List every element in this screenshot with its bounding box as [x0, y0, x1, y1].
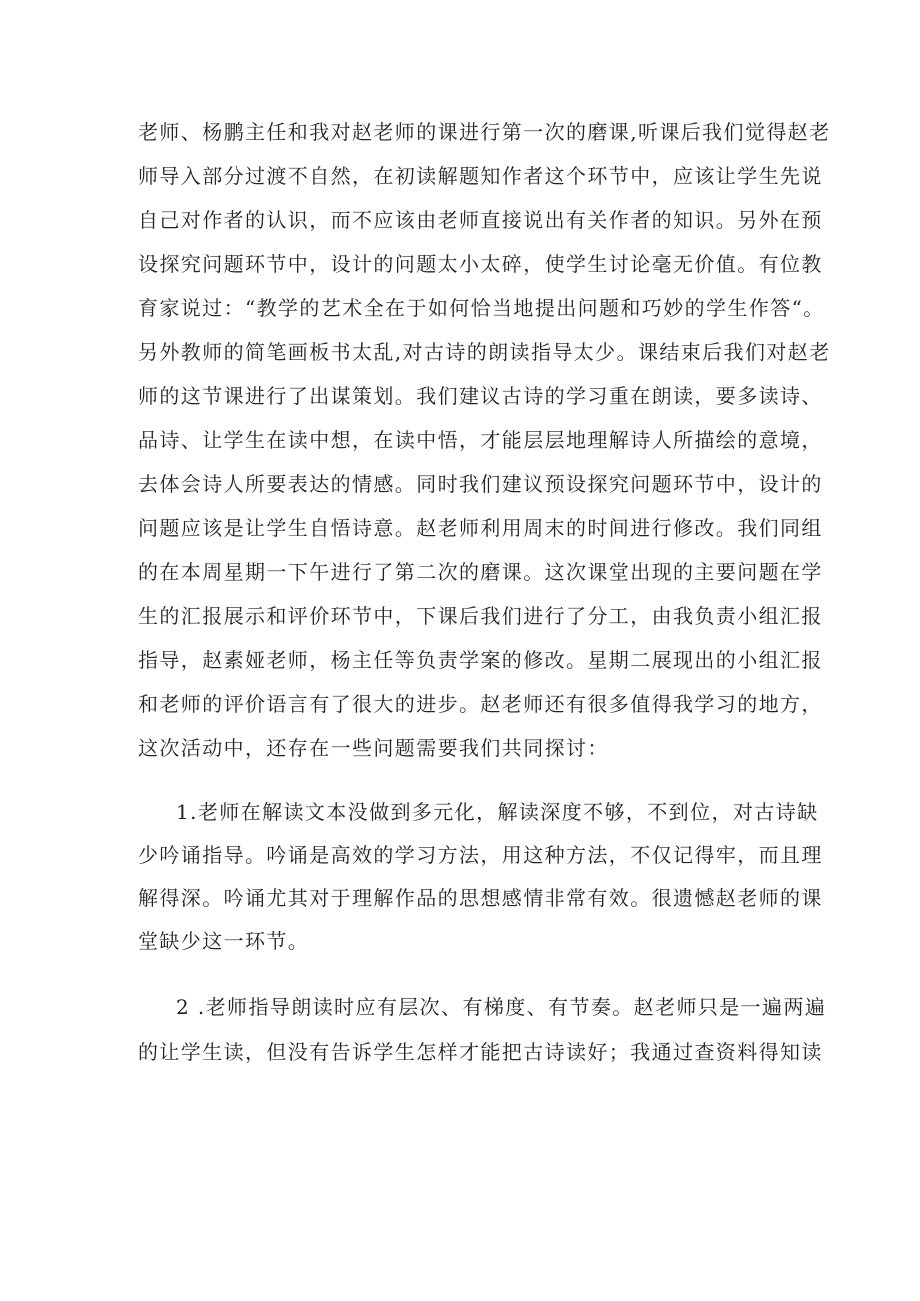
text-line: 去体会诗人所要表达的情感。同时我们建议预设探究问题环节中，设计的 [138, 472, 823, 496]
text-line: 问题应该是让学生自悟诗意。赵老师利用周末的时间进行修改。我们同组 [138, 516, 823, 540]
text-line: 另外教师的简笔画板书太乱,对古诗的朗读指导太少。课结束后我们对赵老 [138, 340, 831, 364]
text-line: 生的汇报展示和评价环节中，下课后我们进行了分工，由我负责小组汇报 [138, 604, 823, 628]
text-line: 指导，赵素娅老师，杨主任等负责学案的修改。星期二展现出的小组汇报 [138, 648, 823, 672]
text-line: 堂缺少这一环节。 [138, 929, 310, 953]
text-line: 这次活动中，还存在一些问题需要我们共同探讨： [138, 736, 609, 760]
text-line: 1.老师在解读文本没做到多元化，解读深度不够，不到位，对古诗缺 [176, 800, 819, 824]
text-line: 师导入部分过渡不自然，在初读解题知作者这个环节中，应该让学生先说 [138, 164, 823, 188]
text-line: 和老师的评价语言有了很大的进步。赵老师还有很多值得我学习的地方， [138, 692, 823, 716]
text-line: 的在本周星期一下午进行了第二次的磨课。这次课堂出现的主要问题在学 [138, 560, 823, 584]
text-line: 师的这节课进行了出谋策划。我们建议古诗的学习重在朗读，要多读诗、 [138, 384, 823, 408]
text-line: 自己对作者的认识，而不应该由老师直接说出有关作者的知识。另外在预 [138, 208, 823, 232]
text-line: 设探究问题环节中，设计的问题太小太碎，使学生讨论毫无价值。有位教 [138, 252, 823, 276]
text-line: 少吟诵指导。吟诵是高效的学习方法，用这种方法，不仅记得牢，而且理 [138, 843, 823, 867]
text-line: 的让学生读，但没有告诉学生怎样才能把古诗读好；我通过查资料得知读 [138, 1040, 823, 1064]
text-line: 老师、杨鹏主任和我对赵老师的课进行第一次的磨课,听课后我们觉得赵老 [138, 120, 831, 144]
text-line: 育家说过：“教学的艺术全在于如何恰当地提出问题和巧妙的学生作答“。 [138, 296, 825, 320]
text-line: 解得深。吟诵尤其对于理解作品的思想感情非常有效。很遗憾赵老师的课 [138, 886, 823, 910]
text-line: 品诗、让学生在读中想，在读中悟，才能层层地理解诗人所描绘的意境， [138, 428, 823, 452]
text-line: 2 .老师指导朗读时应有层次、有梯度、有节奏。赵老师只是一遍两遍 [176, 995, 827, 1019]
